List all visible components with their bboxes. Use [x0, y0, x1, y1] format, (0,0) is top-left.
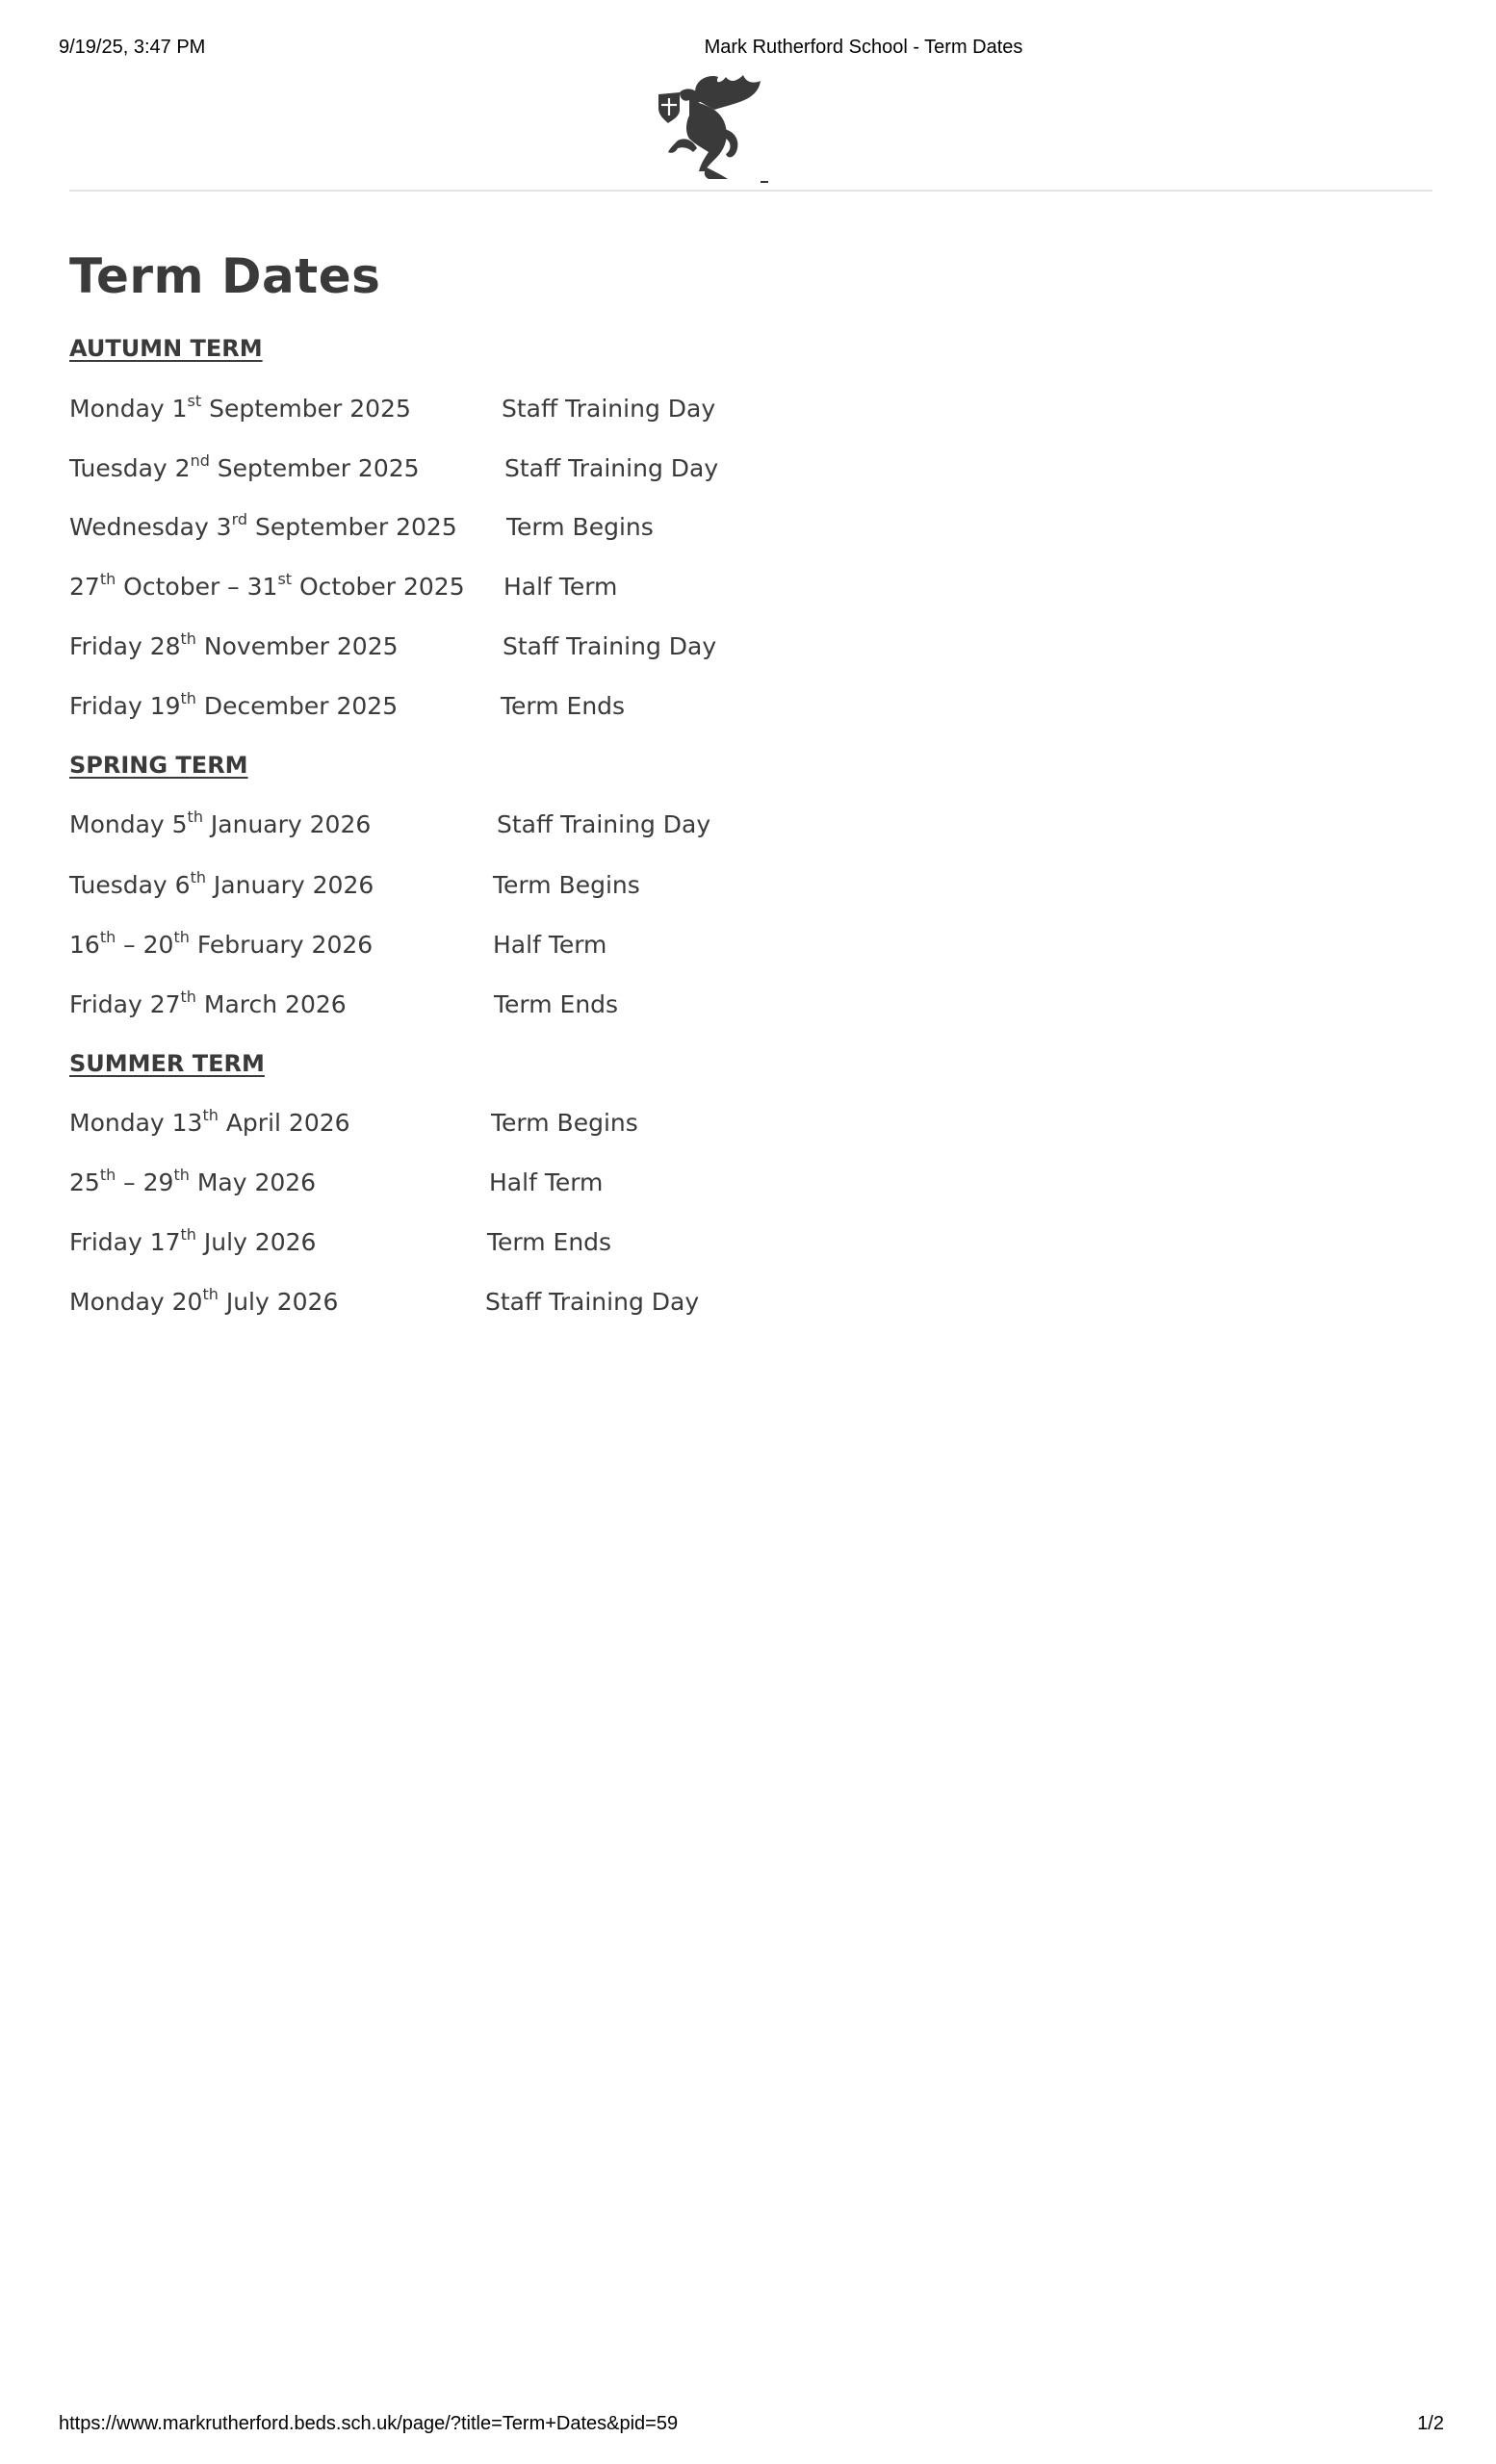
date-cell: Monday 20th July 2026	[69, 1285, 339, 1316]
header-divider	[69, 190, 1432, 192]
date-cell: Friday 27th March 2026	[69, 988, 347, 1018]
date-cell: Tuesday 6th January 2026	[69, 868, 374, 899]
event-cell: Half Term	[493, 931, 607, 959]
date-cell: Monday 5th January 2026	[69, 808, 372, 838]
print-timestamp: 9/19/25, 3:47 PM	[59, 37, 206, 58]
print-doc-title-text: Mark Rutherford School - Term Dates	[704, 37, 1023, 58]
logo-link-underline[interactable]	[761, 181, 768, 183]
event-cell: Term Begins	[506, 513, 654, 541]
date-cell: Friday 17th July 2026	[69, 1225, 317, 1256]
autumn-term-heading: AUTUMN TERM	[69, 335, 263, 362]
summer-term-heading: SUMMER TERM	[69, 1050, 265, 1077]
date-cell: Friday 28th November 2025	[69, 629, 399, 660]
event-cell: Term Ends	[501, 692, 626, 720]
event-cell: Term Begins	[493, 871, 640, 899]
print-page-number: 1/2	[1417, 2413, 1444, 2434]
date-cell: Tuesday 2nd September 2025	[69, 451, 420, 482]
event-cell: Term Ends	[494, 990, 619, 1018]
print-url: https://www.markrutherford.beds.sch.uk/page/?title=Term+Dates&pid=59	[59, 2413, 679, 2434]
event-cell: Staff Training Day	[485, 1288, 700, 1316]
date-cell: Wednesday 3rd September 2025	[69, 510, 457, 541]
print-doc-title	[0, 37, 1496, 59]
spring-term-heading: SPRING TERM	[69, 752, 248, 779]
date-cell: Monday 1st September 2025	[69, 392, 411, 423]
date-cell: 16th – 20th February 2026	[69, 928, 374, 959]
event-cell: Term Ends	[487, 1228, 612, 1256]
event-cell: Staff Training Day	[504, 454, 719, 482]
event-cell: Half Term	[489, 1168, 604, 1196]
date-cell: Friday 19th December 2025	[69, 689, 399, 720]
event-cell: Staff Training Day	[502, 395, 716, 423]
event-cell: Term Begins	[491, 1109, 638, 1137]
date-cell: 27th October – 31st October 2025	[69, 570, 465, 601]
page-title: Term Dates	[69, 248, 381, 304]
date-cell: 25th – 29th May 2026	[69, 1166, 317, 1196]
date-cell: Monday 13th April 2026	[69, 1106, 350, 1137]
event-cell: Staff Training Day	[497, 810, 711, 838]
event-cell: Half Term	[503, 573, 618, 601]
dragon-crest-icon[interactable]	[651, 71, 770, 187]
event-cell: Staff Training Day	[503, 632, 717, 660]
